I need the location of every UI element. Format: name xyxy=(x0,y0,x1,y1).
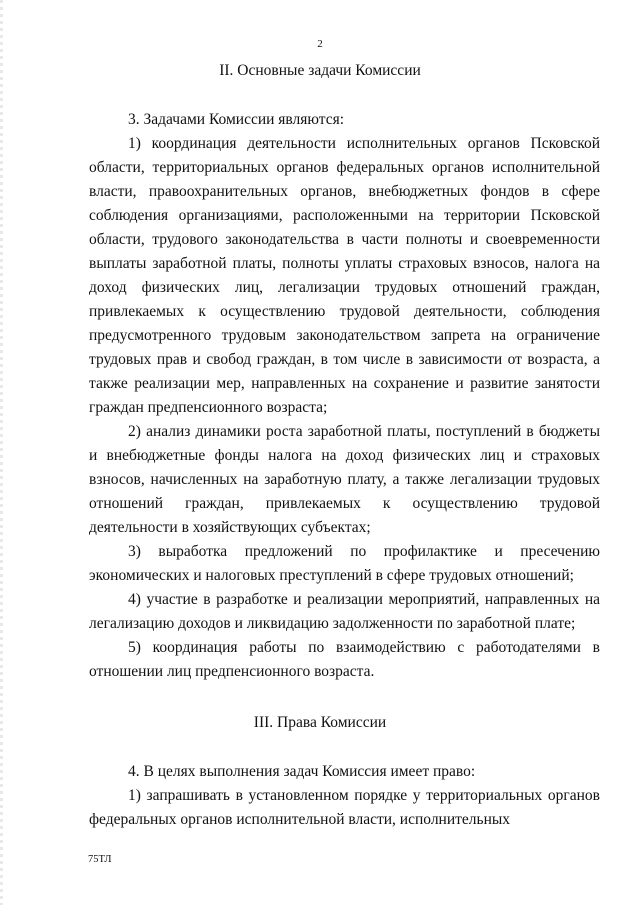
section-3-heading: III. Права Комиссии xyxy=(253,714,387,731)
section-3-item-1: 1) запрашивать в установленном порядке у территориальных органов федеральных органов исполнительной власти, исполнительных xyxy=(89,787,600,828)
section-2-item-1: 1) координация деятельности исполнительных органов Псковской области, территориальных органов федеральных органов исполнительной власти, правоохранительных органов, внебюджетных фондов в сфере соблюдения организациями, расположенными на территории Псковской области, трудового законодательства в части полноты и своевременности выплаты заработной платы, полноты уплаты страховых взносов, налога на доход физических лиц, легализации трудовых отношений граждан, привлекаемых к осуществлению трудовой деятельности, соблюдения предусмотренного трудовым законодательством запрета на ограничение трудовых прав и свобод граждан, в том числе в зависимости от возраста, а также реализации мер, направленных на сохранение и развитие занятости граждан предпенсионного возраста; xyxy=(89,135,600,416)
section-2-item-4: 4) участие в разработке и реализации мероприятий, направленных на легализацию доходов и ликвидацию задолженности по заработной плате; xyxy=(89,591,600,632)
section-2-lead: 3. Задачами Комиссии являются: xyxy=(128,111,345,128)
scan-edge xyxy=(0,0,3,905)
section-2-item-5: 5) координация работы по взаимодействию с работодателями в отношении лиц предпенсионного возраста. xyxy=(89,639,600,680)
section-3-body xyxy=(89,760,600,832)
section-3-lead: 4. В целях выполнения задач Комиссия имеет право: xyxy=(128,763,476,780)
document-code: 75ТЛ xyxy=(88,854,112,865)
section-2-item-2: 2) анализ динамики роста заработной платы, поступлений в бюджеты и внебюджетные фонды налога на доход физических лиц и страховых взносов, начисленных на заработную плату, а также легализации трудовых отношений граждан, привлекаемых к осуществлению трудовой деятельности в хозяйствующих субъектах; xyxy=(89,423,600,536)
section-2-body xyxy=(89,108,600,684)
page-number: 2 xyxy=(317,38,323,50)
section-2-item-3: 3) выработка предложений по профилактике и пресечению экономических и налоговых преступлений в сфере трудовых отношений; xyxy=(89,543,600,584)
section-2-heading: II. Основные задачи Комиссии xyxy=(219,62,421,79)
